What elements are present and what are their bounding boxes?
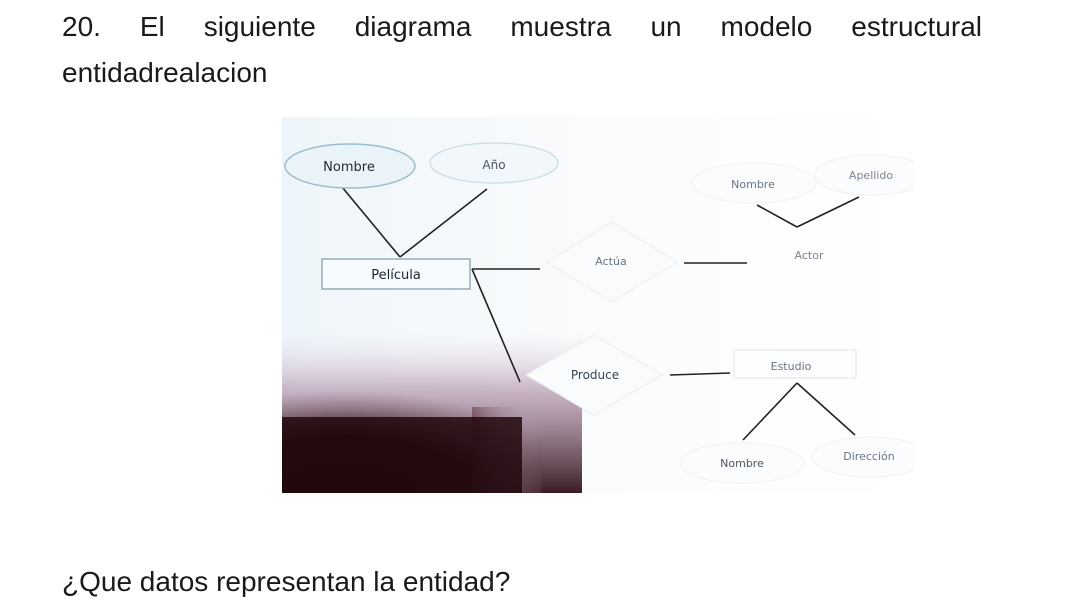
attribute-pelicula-nombre: Nombre xyxy=(323,160,375,175)
question-word: siguiente xyxy=(203,11,316,42)
entity-actor: Actor xyxy=(794,249,824,262)
question-word: un xyxy=(650,11,682,42)
photo-shadow xyxy=(282,332,582,493)
relationship-produce: Produce xyxy=(570,368,620,382)
entity-estudio: Estudio xyxy=(770,360,812,373)
er-diagram xyxy=(282,117,914,493)
attribute-pelicula-anio: Año xyxy=(482,158,506,172)
question-word: 20. xyxy=(62,11,101,42)
question-line-2: entidadrealacion xyxy=(62,57,268,88)
attribute-estudio-direccion: Dirección xyxy=(843,450,895,463)
question-text xyxy=(62,4,982,96)
question-word: diagrama xyxy=(354,11,472,42)
attribute-estudio-nombre: Nombre xyxy=(720,457,764,470)
attribute-actor-apellido: Apellido xyxy=(848,169,894,182)
question-word: El xyxy=(139,11,165,42)
question-line-1 xyxy=(62,4,982,50)
attribute-actor-nombre: Nombre xyxy=(731,178,775,191)
relationship-actua: Actúa xyxy=(595,255,627,268)
question-word: estructural xyxy=(851,11,982,42)
question-prompt: ¿Que datos representan la entidad? xyxy=(62,566,511,597)
question-word: modelo xyxy=(720,11,813,42)
er-diagram-photo xyxy=(282,117,914,493)
question-word: muestra xyxy=(510,11,612,42)
entity-pelicula: Película xyxy=(371,268,421,283)
